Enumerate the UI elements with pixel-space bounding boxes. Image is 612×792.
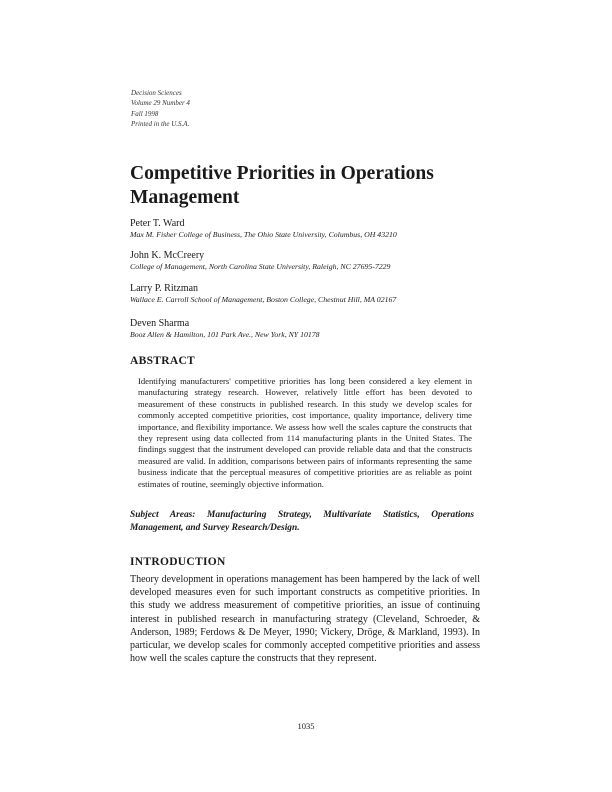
author-block xyxy=(130,218,397,240)
journal-info xyxy=(131,88,190,130)
author-name: John K. McCreery xyxy=(130,250,205,261)
author-block xyxy=(130,283,396,305)
introduction-heading: INTRODUCTION xyxy=(130,556,226,568)
author-name: Larry P. Ritzman xyxy=(130,283,199,294)
author-block xyxy=(130,250,390,272)
author-block xyxy=(130,318,320,340)
subject-areas-text: Manufacturing Strategy, Multivariate Statistics, Operations Management, and Survey Research/Design. xyxy=(130,510,474,533)
author-affiliation: Max M. Fisher College of Business, The Ohio State University, Columbus, OH 43210 xyxy=(130,230,397,239)
author-name: Peter T. Ward xyxy=(130,218,185,229)
author-affiliation: College of Management, North Carolina State University, Raleigh, NC 27695-7229 xyxy=(130,262,391,271)
subject-areas-label: Subject Areas: xyxy=(130,510,196,520)
journal-name: Decision Sciences xyxy=(131,89,182,97)
abstract-text: Identifying manufacturers' competitive priorities has long been considered a key element in manufacturing strategy research. However, relatively little effort has been devoted to measurement of these constructs in published research. In this study we develop scales for commonly accepted competitive priorities, cost importance, quality importance, delivery time importance, and flexibility importance. We assess how well the scales capture the constructs that they represent using data collected from 114 manufacturing plants in the United States. The findings suggest that the instrument developed can provide reliable data and that the constructs measured are valid. In addition, comparisons between pairs of informants representing the same business indicate that the perceptual measures of competitive priorities are as reliable as point estimates of routine, seemingly objective information. xyxy=(138,376,472,489)
journal-printed: Printed in the U.S.A. xyxy=(131,120,190,129)
paper-title: Competitive Priorities in Operations Management xyxy=(130,163,434,208)
journal-volume: Volume 29 Number 4 xyxy=(131,99,190,108)
abstract-heading: ABSTRACT xyxy=(130,355,196,367)
page-number: 1035 xyxy=(297,721,315,731)
author-affiliation: Wallace E. Carroll School of Management, Boston College, Chestnut Hill, MA 02167 xyxy=(130,295,397,304)
subject-areas xyxy=(130,509,474,535)
introduction-text: Theory development in operations management has been hampered by the lack of well developed measures even for such important constructs as competitive priorities. In this study we address measurement of competitive priorities, an issue of continuing interest in published research in manufacturing strategy (Cleveland, Schroeder, & Anderson, 1989; Ferdows & De Meyer, 1990; Vickery, Dröge, & Markland, 1993). In particular, we develop scales for commonly accepted competitive priorities and assess how well the scales capture the constructs that they represent. xyxy=(130,574,480,665)
author-affiliation: Booz Allen & Hamilton, 101 Park Ave., New York, NY 10178 xyxy=(130,330,320,339)
journal-issue: Fall 1998 xyxy=(131,109,159,118)
author-name: Deven Sharma xyxy=(130,318,190,329)
